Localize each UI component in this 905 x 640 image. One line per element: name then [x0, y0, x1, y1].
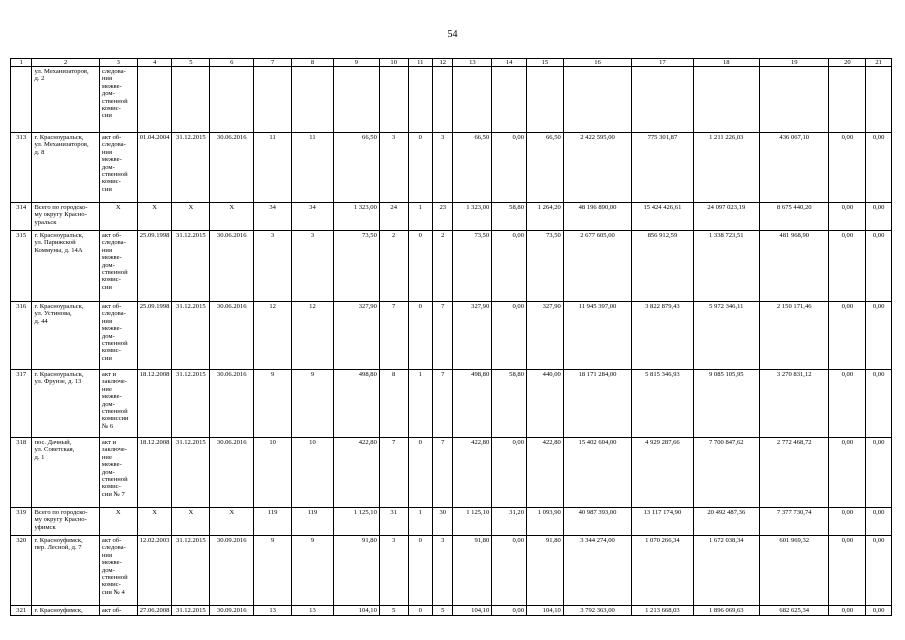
table-cell: 66,50	[453, 133, 492, 203]
table-cell: 9	[254, 370, 292, 438]
column-number: 9	[333, 59, 379, 67]
column-number: 18	[693, 59, 759, 67]
table-cell: 20 492 487,36	[693, 508, 759, 536]
table-cell: 0	[408, 133, 433, 203]
table-cell: 13 117 174,90	[632, 508, 693, 536]
table-cell: 327,90	[333, 302, 379, 370]
table-cell: 1 125,10	[453, 508, 492, 536]
page-number: 54	[447, 29, 458, 40]
table-cell: 2	[379, 231, 408, 302]
table-cell: 7	[433, 370, 453, 438]
table-cell	[527, 67, 564, 133]
row-number-cell: 315	[11, 231, 32, 302]
table-cell: 2 677 605,00	[563, 231, 631, 302]
table-cell: 30.06.2016	[210, 231, 254, 302]
table-cell: 66,50	[333, 133, 379, 203]
table-row	[11, 606, 892, 616]
column-number: 5	[172, 59, 210, 67]
table-cell: 10	[254, 438, 292, 508]
table-cell: X	[172, 203, 210, 231]
table-cell: 31.12.2015	[172, 133, 210, 203]
address-cell: г. Красноуфимск,	[32, 606, 99, 616]
table-cell: 34	[292, 203, 334, 231]
table-cell: 18.12.2008	[137, 370, 172, 438]
table-cell: 27.06.2008	[137, 606, 172, 616]
table-cell: 0,00	[866, 508, 892, 536]
row-number-cell: 321	[11, 606, 32, 616]
column-number-row	[11, 59, 892, 67]
table-cell: 31	[379, 508, 408, 536]
table-cell: 1 264,20	[527, 203, 564, 231]
table-cell	[866, 67, 892, 133]
column-number: 16	[563, 59, 631, 67]
table-cell: 0,00	[492, 302, 527, 370]
address-cell: Всего по городско- му округу Красно- уральск	[32, 203, 99, 231]
table-cell: X	[172, 508, 210, 536]
table-cell: X	[210, 508, 254, 536]
table-cell: 30.06.2016	[210, 370, 254, 438]
table-cell: 12.02.2003	[137, 536, 172, 606]
row-number-cell: 320	[11, 536, 32, 606]
table-cell: 48 196 890,00	[563, 203, 631, 231]
register-table	[10, 58, 892, 616]
table-cell: 30.06.2016	[210, 438, 254, 508]
table-cell: 31.12.2015	[172, 231, 210, 302]
column-number: 14	[492, 59, 527, 67]
table-cell: 4 929 287,66	[632, 438, 693, 508]
table-cell: X	[137, 203, 172, 231]
table-row	[11, 370, 892, 438]
table-cell	[433, 67, 453, 133]
table-cell: 73,50	[453, 231, 492, 302]
table-cell: 91,80	[527, 536, 564, 606]
table-cell: 31.12.2015	[172, 302, 210, 370]
table-cell: 2	[433, 231, 453, 302]
table-cell: 2 422 595,00	[563, 133, 631, 203]
document-cell: следова- ния межве- дом- ственной комис- сии	[99, 67, 137, 133]
table-cell: 7 700 847,62	[693, 438, 759, 508]
column-number: 7	[254, 59, 292, 67]
table-cell	[210, 67, 254, 133]
table-cell: 0	[408, 302, 433, 370]
table-cell: 18 171 284,00	[563, 370, 631, 438]
table-cell: 3 344 274,00	[563, 536, 631, 606]
column-number: 11	[408, 59, 433, 67]
column-number: 12	[433, 59, 453, 67]
table-cell: 1	[408, 370, 433, 438]
address-cell: г. Красноуральск, ул. Фрунзе, д. 13	[32, 370, 99, 438]
table-cell: 0,00	[829, 302, 866, 370]
table-cell: X	[210, 203, 254, 231]
table-cell: 31.12.2015	[172, 370, 210, 438]
table-cell: 119	[292, 508, 334, 536]
table-cell: 0,00	[866, 203, 892, 231]
table-cell: 13	[292, 606, 334, 616]
column-number: 8	[292, 59, 334, 67]
table-cell: 3	[379, 133, 408, 203]
table-cell: 3 792 363,00	[563, 606, 631, 616]
table-cell: 0,00	[866, 133, 892, 203]
table-cell: 0,00	[866, 302, 892, 370]
row-number-cell: 318	[11, 438, 32, 508]
column-number: 1	[11, 59, 32, 67]
table-cell: 11	[292, 133, 334, 203]
table-row	[11, 67, 892, 133]
table-cell: 1 672 038,34	[693, 536, 759, 606]
table-cell: 25.09.1998	[137, 231, 172, 302]
table-cell: 23	[433, 203, 453, 231]
table-cell: 104,10	[333, 606, 379, 616]
table-cell: 25.09.1998	[137, 302, 172, 370]
table-cell: 7	[379, 438, 408, 508]
table-cell: 8 675 440,20	[760, 203, 829, 231]
table-cell: 30.06.2016	[210, 302, 254, 370]
table-cell	[379, 67, 408, 133]
table-cell: 0,00	[829, 508, 866, 536]
table-cell: 0	[408, 438, 433, 508]
table-cell: 73,50	[333, 231, 379, 302]
address-cell: г. Красноуральск, ул. Парижской Коммуны, д. 14А	[32, 231, 99, 302]
address-cell: пос. Дачный, ул. Советская, д. 1	[32, 438, 99, 508]
table-cell: 34	[254, 203, 292, 231]
column-number: 3	[99, 59, 137, 67]
row-number-cell: 316	[11, 302, 32, 370]
document-cell: акт об- следова- ния межве- дом- ственной комис- сии	[99, 133, 137, 203]
table-cell: 2 772 468,72	[760, 438, 829, 508]
address-cell: г. Красноуральск, ул. Механизаторов, д. 8	[32, 133, 99, 203]
table-cell: 10	[292, 438, 334, 508]
table-cell: 327,90	[453, 302, 492, 370]
table-cell: 327,90	[527, 302, 564, 370]
table-cell: 0,00	[829, 231, 866, 302]
table-cell: 0,00	[866, 370, 892, 438]
table-cell: 104,10	[453, 606, 492, 616]
table-cell: 119	[254, 508, 292, 536]
table-cell: 0	[408, 231, 433, 302]
table-cell	[137, 67, 172, 133]
table-row	[11, 133, 892, 203]
table-cell: 0	[408, 606, 433, 616]
table-cell	[693, 67, 759, 133]
table-row	[11, 302, 892, 370]
table-cell: 0,00	[492, 606, 527, 616]
table-cell: 0,00	[866, 438, 892, 508]
table-cell: 5	[433, 606, 453, 616]
table-cell: 0,00	[829, 438, 866, 508]
column-number: 19	[760, 59, 829, 67]
table-cell	[829, 67, 866, 133]
document-cell: акт об- следова- ния межве- дом- ственной комис- сии	[99, 231, 137, 302]
table-cell: 30.06.2016	[210, 133, 254, 203]
table-row	[11, 231, 892, 302]
table-row	[11, 536, 892, 606]
table-cell	[492, 67, 527, 133]
table-cell: 31.12.2015	[172, 536, 210, 606]
table-cell: 9 085 105,95	[693, 370, 759, 438]
table-cell: 5 972 346,11	[693, 302, 759, 370]
address-cell: ул. Механизаторов, д. 2	[32, 67, 99, 133]
table-cell	[333, 67, 379, 133]
document-cell: X	[99, 203, 137, 231]
table-cell	[254, 67, 292, 133]
table-cell: 66,50	[527, 133, 564, 203]
document-cell: акт об-	[99, 606, 137, 616]
table-cell: 0,00	[829, 370, 866, 438]
table-cell: 1 211 226,03	[693, 133, 759, 203]
table-cell: 7 377 730,74	[760, 508, 829, 536]
table-row	[11, 203, 892, 231]
table-row	[11, 438, 892, 508]
table-cell: 3	[379, 536, 408, 606]
address-cell: г. Красноуфимск, пер. Лесной, д. 7	[32, 536, 99, 606]
table-cell	[563, 67, 631, 133]
table-cell: 31.12.2015	[172, 438, 210, 508]
table-cell: 5	[379, 606, 408, 616]
table-cell: 0,00	[829, 133, 866, 203]
table-cell: 3 270 831,12	[760, 370, 829, 438]
table-cell: 1 093,90	[527, 508, 564, 536]
table-cell: 58,80	[492, 203, 527, 231]
column-number: 2	[32, 59, 99, 67]
table-cell: 40 987 393,00	[563, 508, 631, 536]
column-number: 20	[829, 59, 866, 67]
table-cell: 7	[433, 438, 453, 508]
table-cell: 24 097 023,19	[693, 203, 759, 231]
table-cell: 0,00	[492, 133, 527, 203]
table-cell: 12	[292, 302, 334, 370]
table-cell: 7	[379, 302, 408, 370]
table-cell: 1 323,00	[333, 203, 379, 231]
table-cell: 9	[292, 370, 334, 438]
table-cell: 775 301,87	[632, 133, 693, 203]
table-cell	[632, 67, 693, 133]
table-cell: 436 067,10	[760, 133, 829, 203]
table-cell: 1 213 668,03	[632, 606, 693, 616]
row-number-cell: 314	[11, 203, 32, 231]
row-number-cell: 317	[11, 370, 32, 438]
table-cell: 30.09.2016	[210, 536, 254, 606]
table-cell: 0,00	[829, 536, 866, 606]
table-cell: 3	[433, 133, 453, 203]
table-cell: 31,20	[492, 508, 527, 536]
table-cell: 682 625,34	[760, 606, 829, 616]
table-cell: 3	[254, 231, 292, 302]
column-number: 4	[137, 59, 172, 67]
table-cell: X	[137, 508, 172, 536]
table-cell: 0,00	[492, 231, 527, 302]
row-number-cell: 313	[11, 133, 32, 203]
table-cell: 1 896 069,63	[693, 606, 759, 616]
address-cell: г. Красноуральск, ул. Устинова, д. 44	[32, 302, 99, 370]
table-cell: 0,00	[492, 536, 527, 606]
column-number: 10	[379, 59, 408, 67]
row-number-cell: 319	[11, 508, 32, 536]
column-number: 15	[527, 59, 564, 67]
table-cell: 15 402 604,00	[563, 438, 631, 508]
table-cell: 01.04.2004	[137, 133, 172, 203]
table-cell: 422,80	[453, 438, 492, 508]
table-cell: 0	[408, 536, 433, 606]
column-number: 21	[866, 59, 892, 67]
table-cell: 18.12.2008	[137, 438, 172, 508]
table-cell: 601 969,32	[760, 536, 829, 606]
table-cell	[760, 67, 829, 133]
table-cell: 9	[292, 536, 334, 606]
table-cell: 11 945 397,00	[563, 302, 631, 370]
table-cell: 7	[433, 302, 453, 370]
document-cell: акт об- следова- ния межве- дом- ственной комис- сии № 4	[99, 536, 137, 606]
column-number: 17	[632, 59, 693, 67]
table-cell: 15 424 426,61	[632, 203, 693, 231]
table-cell: 1 070 266,34	[632, 536, 693, 606]
table-cell: 24	[379, 203, 408, 231]
table-cell: 8	[379, 370, 408, 438]
table-cell: 1 125,10	[333, 508, 379, 536]
row-number-cell	[11, 67, 32, 133]
table-cell: 498,80	[453, 370, 492, 438]
table-cell: 30	[433, 508, 453, 536]
column-number: 13	[453, 59, 492, 67]
table-cell: 0,00	[829, 606, 866, 616]
document-cell: акт об- следова- ния межве- дом- ственной комис- сии	[99, 302, 137, 370]
table-cell: 31.12.2015	[172, 606, 210, 616]
table-cell: 91,80	[333, 536, 379, 606]
table-cell: 3	[433, 536, 453, 606]
table-cell: 12	[254, 302, 292, 370]
table-cell: 91,80	[453, 536, 492, 606]
table-cell: 0,00	[866, 231, 892, 302]
table-cell: 440,00	[527, 370, 564, 438]
table-cell: 0,00	[866, 606, 892, 616]
table-cell: 11	[254, 133, 292, 203]
table-cell: 58,80	[492, 370, 527, 438]
table-cell: 13	[254, 606, 292, 616]
table-cell: 9	[254, 536, 292, 606]
table-cell: 1 323,00	[453, 203, 492, 231]
column-number: 6	[210, 59, 254, 67]
table-cell: 481 968,90	[760, 231, 829, 302]
table-cell	[453, 67, 492, 133]
table-cell: 1 338 723,51	[693, 231, 759, 302]
table-cell: 0,00	[492, 438, 527, 508]
table-cell: 498,80	[333, 370, 379, 438]
document-cell: акт и заключе- ние межве- дом- ственной комиссии № 6	[99, 370, 137, 438]
table-cell: 0,00	[866, 536, 892, 606]
table-cell	[172, 67, 210, 133]
table-cell: 2 150 171,46	[760, 302, 829, 370]
table-cell: 1	[408, 203, 433, 231]
document-cell: акт и заключе- ние межве- дом- ственной комис- сии № 7	[99, 438, 137, 508]
table-cell: 73,50	[527, 231, 564, 302]
table-cell: 104,10	[527, 606, 564, 616]
table-cell: 0,00	[829, 203, 866, 231]
table-cell: 5 815 346,93	[632, 370, 693, 438]
table-cell: 422,80	[527, 438, 564, 508]
document-cell: X	[99, 508, 137, 536]
address-cell: Всего по городско- му округу Красно- уфимск	[32, 508, 99, 536]
table-cell	[408, 67, 433, 133]
table-cell: 856 912,59	[632, 231, 693, 302]
table-row	[11, 508, 892, 536]
table-cell	[292, 67, 334, 133]
table-cell: 3	[292, 231, 334, 302]
table-cell: 30.09.2016	[210, 606, 254, 616]
table-cell: 422,80	[333, 438, 379, 508]
table-cell: 3 822 879,43	[632, 302, 693, 370]
table-cell: 1	[408, 508, 433, 536]
